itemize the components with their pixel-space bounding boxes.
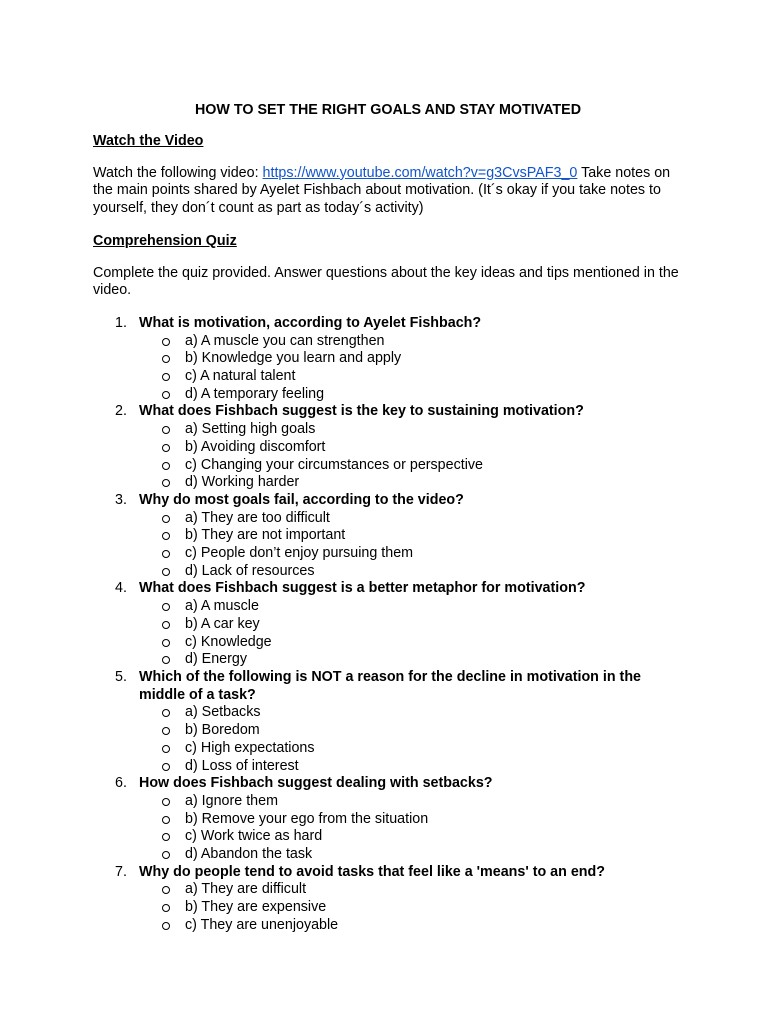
circle-bullet-icon <box>162 479 170 487</box>
circle-bullet-icon <box>162 462 170 470</box>
option-list <box>93 881 683 934</box>
option-item <box>93 740 683 758</box>
option-text: b) A car key <box>185 615 260 632</box>
question-text: What is motivation, according to Ayelet Fishbach? <box>139 314 482 331</box>
option-item <box>93 439 683 457</box>
option-item <box>93 457 683 475</box>
circle-bullet-icon <box>162 922 170 930</box>
option-text: d) Loss of interest <box>185 757 299 774</box>
circle-bullet-icon <box>162 709 170 717</box>
option-text: d) A temporary feeling <box>185 385 325 402</box>
question-number: 2. <box>115 403 127 420</box>
question-number: 3. <box>115 491 127 508</box>
option-item <box>93 474 683 492</box>
option-item <box>93 386 683 404</box>
option-text: b) They are not important <box>185 527 346 544</box>
option-item <box>93 598 683 616</box>
question-2 <box>93 403 683 421</box>
circle-bullet-icon <box>162 639 170 647</box>
watch-text-before: Watch the following video: <box>93 164 263 181</box>
circle-bullet-icon <box>162 568 170 576</box>
option-text: a) They are too difficult <box>185 509 330 526</box>
question-number: 5. <box>115 668 127 685</box>
option-item <box>93 793 683 811</box>
circle-bullet-icon <box>162 816 170 824</box>
video-link[interactable]: https://www.youtube.com/watch?v=g3CvsPAF3_0 <box>262 164 578 181</box>
circle-bullet-icon <box>162 373 170 381</box>
circle-bullet-icon <box>162 444 170 452</box>
circle-bullet-icon <box>162 338 170 346</box>
option-text: b) Knowledge you learn and apply <box>185 350 402 367</box>
option-text: c) Work twice as hard <box>185 828 323 845</box>
circle-bullet-icon <box>162 886 170 894</box>
watch-video-heading: Watch the Video <box>93 133 204 149</box>
circle-bullet-icon <box>162 621 170 629</box>
watch-text-after: Take notes on the main points shared by Ayelet Fishbach about motivation. (It´s okay if you take notes to yourself, they don´t count as part as today´s activity) <box>93 164 671 217</box>
option-item <box>93 510 683 528</box>
circle-bullet-icon <box>162 515 170 523</box>
option-text: a) Setting high goals <box>185 421 316 438</box>
option-item <box>93 527 683 545</box>
option-text: c) They are unenjoyable <box>185 916 339 933</box>
option-text: a) A muscle you can strengthen <box>185 332 385 349</box>
option-list <box>93 510 683 581</box>
option-item <box>93 563 683 581</box>
option-text: c) Changing your circumstances or perspective <box>185 456 483 473</box>
question-6 <box>93 775 683 793</box>
question-text: What does Fishbach suggest is a better metaphor for motivation? <box>139 580 586 597</box>
question-7 <box>93 864 683 882</box>
circle-bullet-icon <box>162 603 170 611</box>
question-text: Why do people tend to avoid tasks that feel like a 'means' to an end? <box>139 863 605 880</box>
option-item <box>93 828 683 846</box>
option-text: c) High expectations <box>185 739 315 756</box>
option-item <box>93 651 683 669</box>
option-item <box>93 917 683 935</box>
circle-bullet-icon <box>162 532 170 540</box>
option-text: a) Ignore them <box>185 792 278 809</box>
option-text: a) A muscle <box>185 598 259 615</box>
option-text: d) Energy <box>185 651 247 668</box>
circle-bullet-icon <box>162 851 170 859</box>
question-text: What does Fishbach suggest is the key to sustaining motivation? <box>139 403 584 420</box>
question-number: 7. <box>115 863 127 880</box>
question-number: 6. <box>115 775 127 792</box>
document-page <box>93 101 683 935</box>
watch-video-paragraph <box>93 165 683 218</box>
circle-bullet-icon <box>162 656 170 664</box>
option-text: b) Avoiding discomfort <box>185 438 326 455</box>
question-list <box>93 315 683 935</box>
option-list <box>93 704 683 775</box>
option-list <box>93 333 683 404</box>
option-list <box>93 421 683 492</box>
option-item <box>93 704 683 722</box>
question-text: How does Fishbach suggest dealing with setbacks? <box>139 775 493 792</box>
option-text: a) Setbacks <box>185 704 261 721</box>
option-text: b) They are expensive <box>185 899 327 916</box>
option-text: c) People don’t enjoy pursuing them <box>185 545 414 562</box>
option-item <box>93 368 683 386</box>
question-number: 4. <box>115 580 127 597</box>
option-list <box>93 598 683 669</box>
option-item <box>93 333 683 351</box>
circle-bullet-icon <box>162 798 170 806</box>
option-item <box>93 350 683 368</box>
circle-bullet-icon <box>162 833 170 841</box>
option-item <box>93 846 683 864</box>
circle-bullet-icon <box>162 426 170 434</box>
circle-bullet-icon <box>162 745 170 753</box>
option-text: d) Abandon the task <box>185 846 313 863</box>
question-text: Which of the following is NOT a reason for the decline in motivation in the middle of a task? <box>139 668 642 703</box>
option-item <box>93 545 683 563</box>
circle-bullet-icon <box>162 727 170 735</box>
quiz-heading: Comprehension Quiz <box>93 232 237 249</box>
quiz-intro: Complete the quiz provided. Answer questions about the key ideas and tips mentioned in the video. <box>93 264 679 299</box>
option-item <box>93 758 683 776</box>
option-text: a) They are difficult <box>185 881 307 898</box>
option-text: c) Knowledge <box>185 633 272 650</box>
option-text: b) Remove your ego from the situation <box>185 810 429 827</box>
circle-bullet-icon <box>162 904 170 912</box>
circle-bullet-icon <box>162 550 170 558</box>
question-4 <box>93 580 683 598</box>
option-text: d) Working harder <box>185 474 300 491</box>
option-list <box>93 793 683 864</box>
option-item <box>93 881 683 899</box>
option-text: b) Boredom <box>185 722 260 739</box>
question-number: 1. <box>115 314 127 331</box>
question-text: Why do most goals fail, according to the video? <box>139 491 464 508</box>
question-5 <box>93 669 683 704</box>
question-1 <box>93 315 683 333</box>
circle-bullet-icon <box>162 763 170 771</box>
option-item <box>93 899 683 917</box>
option-text: d) Lack of resources <box>185 562 315 579</box>
option-text: c) A natural talent <box>185 368 296 385</box>
option-item <box>93 811 683 829</box>
option-item <box>93 722 683 740</box>
question-3 <box>93 492 683 510</box>
circle-bullet-icon <box>162 355 170 363</box>
option-item <box>93 634 683 652</box>
document-title: HOW TO SET THE RIGHT GOALS AND STAY MOTIVATED <box>194 102 582 118</box>
circle-bullet-icon <box>162 391 170 399</box>
option-item <box>93 616 683 634</box>
option-item <box>93 421 683 439</box>
